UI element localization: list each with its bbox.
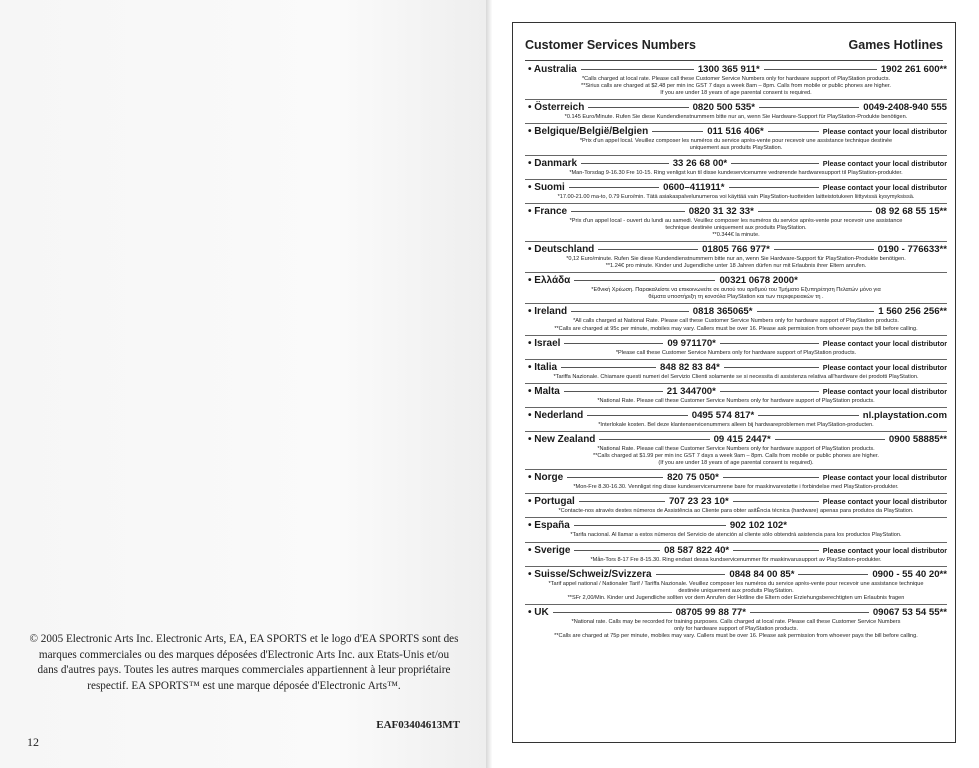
header-rule <box>525 60 943 61</box>
leader-line <box>731 163 819 164</box>
leader-line <box>652 131 703 132</box>
country-row <box>525 63 947 76</box>
leader-line <box>729 187 819 188</box>
leader-line <box>579 501 665 502</box>
customer-service-number: 09 971170* <box>667 337 716 349</box>
entry-note: *National Rate. Please call these Customer Service Numbers only for hardware support of PlayStation products. <box>597 445 875 452</box>
country-row <box>525 274 947 287</box>
leader-line <box>588 107 688 108</box>
entry-note: **Calls are charged at 75p per minute, mobiles may vary. Callers must be over 16. Please ask permission from whoever pays the bill before calling. <box>554 633 918 640</box>
games-hotline-number: Please contact your local distributor <box>822 545 948 555</box>
entry-note: *Mån-Tors 8-17 Fre 8-15.30. Ring endast dessa kundservicenummer för maskinvarusupport av PlayStation-produkter. <box>590 556 882 563</box>
country-row <box>525 495 947 508</box>
entry-note: **0.344€ la minute. <box>712 231 760 238</box>
country-row <box>525 243 947 256</box>
entry-note: **SFr 2,00/Min. Kinder und Jugendliche sollten vor dem Anrufen der Hotline die Eltern oder Erziehungsberechtigten um Erlaubnis fragen <box>567 594 905 601</box>
country-name: • Belgique/België/Belgien <box>528 126 649 138</box>
games-hotline-number: Please contact your local distributor <box>822 473 948 483</box>
customer-service-number: 0600–411911* <box>663 181 725 193</box>
country-entry <box>525 204 947 242</box>
leader-line <box>561 367 656 368</box>
games-hotline-number: nl.playstation.com <box>862 409 947 421</box>
entry-note: *All calls charged at National Rate. Please call these Customer Service Numbers only for hardware support of PlayStation products. <box>573 318 899 325</box>
product-code: EAF03404613MT <box>376 719 460 731</box>
country-entry <box>525 494 947 518</box>
country-entry <box>525 470 947 494</box>
leader-line <box>569 187 659 188</box>
leader-line <box>574 550 660 551</box>
entry-note: *Calls charged at local rate. Please call these Customer Service Numbers only for hardware support of PlayStation products. <box>581 76 891 82</box>
leader-line <box>768 131 819 132</box>
games-hotlines-heading: Games Hotlines <box>848 38 943 52</box>
entry-note: *Man-Torsdag 9-16.30 Fre 10-15. Ring venligst kun til disse kundeservicenumre vedrørende hardwaresupport til PlayStation-produkter. <box>569 169 903 176</box>
country-row <box>525 568 947 581</box>
country-entry <box>525 180 947 204</box>
country-row <box>525 606 947 619</box>
country-row <box>525 125 947 138</box>
country-row <box>525 471 947 484</box>
entry-note: *0,12 Euro/minute. Rufen Sie diese Kundendienstnummern bitte nur an, wenn Sie Hardware-Support für PlayStation-Produkte benötigen. <box>566 256 906 263</box>
country-name: • Norge <box>528 472 564 484</box>
country-row <box>525 205 947 218</box>
leader-line <box>733 501 819 502</box>
customer-service-number: 1300 365 911* <box>697 64 760 75</box>
entry-note: *National rate. Calls may be recorded for training purposes. Calls charged at local rate. Please call these Customer Service Numbers <box>571 618 901 625</box>
games-hotline-number: 09067 53 54 55** <box>872 606 947 618</box>
country-name: • Danmark <box>528 157 578 169</box>
country-row <box>525 433 947 446</box>
leader-line <box>564 391 663 392</box>
games-hotline-number: 1902 261 600** <box>880 64 947 75</box>
country-name: • Portugal <box>528 496 575 508</box>
entry-note: *Tarifa nacional. Al llamar a estos números del Servicio de atención al cliente sólo obtendrá asistencia para los productos PlayStation. <box>570 532 902 539</box>
games-hotline-number: Please contact your local distributor <box>822 338 948 348</box>
country-entry <box>525 62 947 100</box>
games-hotline-number: Please contact your local distributor <box>822 158 947 168</box>
leader-line <box>723 477 819 478</box>
entry-note: **Calls are charged at 95c per minute, mobiles may vary. Callers must be over 16. Please ask permission from whoever pays the bill before calling. <box>554 325 918 332</box>
entry-note: uniquement aux produits PlayStation. <box>689 145 783 152</box>
entry-note: *Interlokale kosten. Bel deze klantenservicenummers alleen bij hardwareproblemen met PlayStation-producten. <box>598 421 874 428</box>
entry-note: *0.145 Euro/Minute. Rufen Sie diese Kundendienstnummern bitte nur an, wenn Sie Hardware-Support für PlayStation-Produkte benötigen. <box>564 114 908 121</box>
country-row <box>525 337 947 350</box>
games-hotline-number: Please contact your local distributor <box>822 362 947 372</box>
country-row <box>525 409 947 422</box>
country-entry <box>525 242 947 273</box>
country-row <box>525 101 947 114</box>
entry-note: *Prix d'un appel local. Veuillez composer les numéros du service après-vente pour recevoir une assistance technique destinée <box>579 138 893 145</box>
leader-line <box>758 211 872 212</box>
country-list <box>525 62 947 642</box>
leader-line <box>598 249 698 250</box>
customer-service-number: 902 102 102* <box>729 520 787 532</box>
country-row <box>525 361 947 374</box>
customer-service-number: 0820 500 535* <box>692 102 755 114</box>
country-name: • Malta <box>528 385 560 397</box>
country-entry <box>525 518 947 542</box>
country-name: • Ελλάδα <box>528 275 571 287</box>
country-name: • France <box>528 205 568 217</box>
entry-note: *National Rate. Please call these Customer Service Numbers only for hardware support of PlayStation products. <box>597 397 875 404</box>
customer-service-number: 011 516 406* <box>707 126 764 138</box>
leader-line <box>587 415 688 416</box>
entry-note: *Contacte-nos através destes números de Assistência ao Cliente para obter asitÊncia técnica (hardware) apenas para produtos da PlayStation. <box>558 508 914 515</box>
country-entry <box>525 605 947 642</box>
entry-note: *Εθνική Χρέωση. Παρακαλείστε να επικοινωνείτε σε αυτού του αριθμού του Τμήματο Εξυπηρέτηση Πελατών μόνο για <box>591 287 881 294</box>
entry-note: **Sirius calls are charged at $2.48 per min inc GST 7 days a week 8am – 8pm. Calls from mobile or public phones are higher. <box>581 83 891 90</box>
country-row <box>525 519 947 532</box>
leader-line <box>733 550 819 551</box>
entry-note: *Tariffa Nazionale. Chiamare questi numeri del Servizio Clienti solamente se si necessita di assistenza relativa all'hardware dei prodotti PlayStation. <box>553 373 919 380</box>
customer-service-number: 0848 84 00 85* <box>729 568 795 580</box>
country-entry <box>525 543 947 567</box>
customer-service-number: 08705 99 88 77* <box>675 606 746 618</box>
leader-line <box>571 311 689 312</box>
leader-line <box>656 574 726 575</box>
leader-line <box>757 311 875 312</box>
leader-line <box>750 612 869 613</box>
country-name: • Deutschland <box>528 244 595 256</box>
page-number: 12 <box>27 735 39 749</box>
hotline-box <box>512 22 956 743</box>
right-page <box>492 0 979 768</box>
copyright-notice: © 2005 Electronic Arts Inc. Electronic Arts, EA, EA SPORTS et le logo d'EA SPORTS sont des marques commerciales ou des marques déposées d'Electronic Arts Inc. aux Etats-Unis et/ou dans d'autres pays. Toutes les autres marques commerciales appartiennent à leur propriétaire respectif. EA SPORTS™ est une marque déposée d'Electronic Arts™. <box>29 633 459 692</box>
leader-line <box>764 69 877 70</box>
country-name: • UK <box>528 606 549 618</box>
games-hotline-number: Please contact your local distributor <box>822 182 947 192</box>
leader-line <box>724 367 819 368</box>
leader-line <box>574 525 726 526</box>
country-name: • Österreich <box>528 102 585 114</box>
leader-line <box>775 439 885 440</box>
country-name: • New Zealand <box>528 433 596 445</box>
leader-line <box>758 415 859 416</box>
left-page <box>0 0 487 768</box>
entry-note: θέματα υποστήριξη τη κονσόλα PlayStation και των περιφερειακών τη . <box>648 294 824 301</box>
entry-note: **Calls charged at $1.99 per min inc GST 7 days a week 9am – 8pm. Calls from mobile or public phones are higher. <box>593 453 879 460</box>
games-hotline-number: 0900 58885** <box>888 433 948 445</box>
customer-service-number: 0820 31 32 33* <box>688 205 754 217</box>
games-hotline-number: Please contact your local distributor <box>822 127 948 137</box>
hotline-header <box>525 38 943 54</box>
country-entry <box>525 156 947 180</box>
entry-note: *Mon-Fre 8.30-16.30. Vennligst ring disse kundeservicenumrene bare for maskinvarestøtte i forbindelse med PlayStation-produkter. <box>573 484 899 491</box>
country-entry <box>525 336 947 360</box>
country-entry <box>525 432 947 470</box>
country-name: • Nederland <box>528 409 584 421</box>
country-row <box>525 181 947 194</box>
country-name: • Israel <box>528 337 561 349</box>
country-row <box>525 544 947 557</box>
customer-service-number: 0818 365065* <box>692 306 753 318</box>
country-entry <box>525 408 947 432</box>
entry-note: (If you are under 18 years of age parental consent is required). <box>658 460 814 467</box>
country-name: • Suomi <box>528 181 565 193</box>
leader-line <box>553 612 672 613</box>
country-name: • Suisse/Schweiz/Svizzera <box>528 568 652 580</box>
customer-service-number: 0495 574 817* <box>691 409 755 421</box>
country-row <box>525 157 947 170</box>
leader-line <box>798 574 868 575</box>
games-hotline-number: 08 92 68 55 15** <box>875 205 948 217</box>
leader-line <box>720 343 819 344</box>
entry-note: only for hardware support of PlayStation products. <box>673 626 799 632</box>
games-hotline-number: 1 560 256 256** <box>878 306 948 318</box>
customer-service-number: 09 415 2447* <box>713 433 771 445</box>
entry-note: *Tarif appel national / Nationaler Tarif / Tariffa Nazionale. Veuillez composer les numéros du service après-vente pour recevoir une assistance technique <box>548 580 924 587</box>
country-entry <box>525 384 947 408</box>
customer-service-number: 848 82 83 84* <box>660 361 720 373</box>
country-row <box>525 385 947 398</box>
customer-service-number: 00321 0678 2000* <box>719 275 798 287</box>
country-entry <box>525 360 947 384</box>
customer-service-number: 820 75 050* <box>667 472 719 484</box>
entry-note: *Please call these Customer Service Numbers only for hardware support of PlayStation products. <box>615 349 857 356</box>
country-name: • Italia <box>528 361 558 373</box>
customer-service-number: 707 23 23 10* <box>668 496 729 508</box>
customer-service-number: 08 587 822 40* <box>664 544 730 556</box>
leader-line <box>759 107 859 108</box>
games-hotline-number: Please contact your local distributor <box>822 386 947 396</box>
games-hotline-number: 0190 - 776633** <box>877 244 948 256</box>
leader-line <box>574 280 715 281</box>
leader-line <box>567 477 663 478</box>
entry-note: technique destinée uniquement aux produits PlayStation. <box>665 224 807 231</box>
entry-note: **1.24€ pro minute. Kinder und Jugendliche unter 18 Jahren dürfen nur mit Erlaubnis ihrer Eltern anrufen. <box>605 263 867 270</box>
entry-note: If you are under 18 years of age parental consent is required. <box>660 90 812 97</box>
entry-note: *Prix d'un appel local - ouvert du lundi au samedi. Veuillez composer les numéros du service après-vente pour recevoir une assistance <box>569 217 903 224</box>
customer-services-heading: Customer Services Numbers <box>525 38 696 52</box>
leader-line <box>774 249 874 250</box>
entry-note: destinée uniquement aux produits PlayStation. <box>678 587 794 594</box>
games-hotline-number: 0900 - 55 40 20** <box>872 568 947 580</box>
games-hotline-number: 0049-2408-940 555 <box>863 102 947 114</box>
country-entry <box>525 124 947 155</box>
country-entry <box>525 273 947 304</box>
country-name: • Sverige <box>528 544 571 556</box>
games-hotline-number: Please contact your local distributor <box>822 497 948 507</box>
country-entry <box>525 100 947 124</box>
country-entry <box>525 304 947 335</box>
country-row <box>525 305 947 318</box>
country-entry <box>525 567 947 605</box>
leader-line <box>599 439 709 440</box>
leader-line <box>571 211 685 212</box>
entry-note: *17.00-21.00 ma-to, 0.79 Euro/min. Tätä asiakaspalvelunumeroa voi käyttää vain PlayStation-tuotteiden laitteistotukeen liittyvissä kysymyksissä. <box>557 193 915 200</box>
leader-line <box>720 391 819 392</box>
leader-line <box>581 163 669 164</box>
leader-line <box>581 69 694 70</box>
customer-service-number: 21 344700* <box>666 385 716 397</box>
customer-service-number: 33 26 68 00* <box>672 157 728 169</box>
country-name: • Ireland <box>528 306 568 318</box>
leader-line <box>564 343 663 344</box>
country-name: • Australia <box>528 64 577 75</box>
customer-service-number: 01805 766 977* <box>702 244 770 256</box>
country-name: • España <box>528 520 570 532</box>
